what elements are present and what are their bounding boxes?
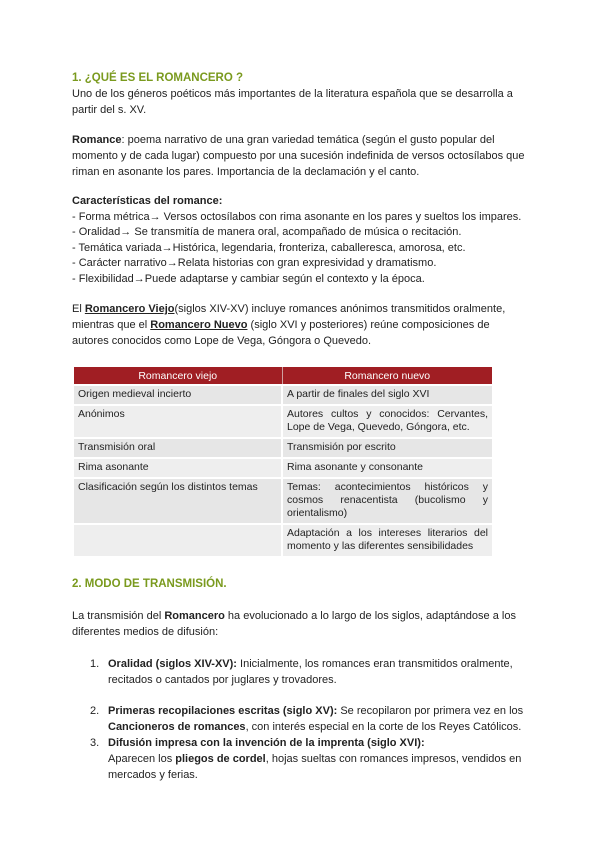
table-cell: Temas: acontecimientos históricos y cosmos renacentista (bucolismo y orientalismo) — [282, 478, 492, 524]
table-header-row — [74, 367, 492, 385]
table-cell: Anónimos — [74, 405, 282, 438]
paragraph-text: ha evolucionado a lo largo de los siglos, adaptándose a los diferentes medios de difusión: — [72, 610, 516, 638]
feature-item: - Temática variada→Histórica, legendaria, fronteriza, caballeresca, amorosa, etc. — [72, 241, 466, 254]
list-item-text: Inicialmente, los romances eran transmitidos oralmente, recitados o cantados por juglares y trovadores. — [108, 658, 513, 686]
list-item — [72, 735, 528, 783]
list-item-text: , con interés especial en la corte de los Reyes Católicos. — [245, 721, 522, 733]
list-item-text: Se recopilaron por primera vez en los — [337, 705, 524, 717]
romance-definition — [72, 132, 528, 180]
section-1-intro: Uno de los géneros poéticos más importantes de la literatura española que se desarrolla a partir del s. XV. — [72, 88, 513, 116]
table-cell: Autores cultos y conocidos: Cervantes, Lope de Vega, Quevedo, Góngora, etc. — [282, 405, 492, 438]
table-cell: Origen medieval incierto — [74, 385, 282, 405]
table-cell: Adaptación a los intereses literarios del momento y las diferentes sensibilidades — [282, 524, 492, 556]
list-item-bold: Cancioneros de romances — [108, 721, 246, 733]
table-cell: Clasificación según los distintos temas — [74, 478, 282, 524]
feature-item: - Oralidad→ Se transmitía de manera oral, acompañado de música o recitación. — [72, 226, 462, 238]
table-row — [74, 478, 492, 524]
romancero-viejo-term: Romancero Viejo — [84, 303, 175, 315]
table-cell: Rima asonante — [74, 458, 282, 478]
paragraph-text: El — [72, 303, 85, 315]
list-item-bold: pliegos de cordel — [175, 753, 266, 765]
list-number: 2. — [90, 705, 100, 717]
table-cell: Rima asonante y consonante — [282, 458, 492, 478]
features-list — [72, 194, 528, 287]
table-row — [74, 524, 492, 556]
paragraph-text: (siglo XVI y posteriores) reúne composiciones de autores conocidos como Lope de Vega, Góngora o Quevedo. — [72, 319, 490, 347]
paragraph-text: La transmisión del — [72, 610, 165, 622]
feature-item: - Carácter narrativo→Relata historias con gran expresividad y dramatismo. — [72, 257, 437, 269]
section-1-heading: 1. ¿QUÉ ES EL ROMANCERO ? — [72, 72, 244, 84]
features-heading: Características del romance: — [72, 195, 223, 207]
table-header-viejo: Romancero viejo — [74, 367, 282, 385]
table-cell: Transmisión oral — [74, 438, 282, 458]
feature-item: - Forma métrica→ Versos octosílabos con rima asonante en los pares y sueltos los impares. — [72, 210, 522, 223]
comparison-table — [74, 367, 492, 556]
list-item-text: Aparecen los — [108, 753, 176, 765]
list-item-text: , hojas sueltas con romances impresos, vendidos en mercados y ferias. — [108, 753, 522, 781]
table-cell: Transmisión por escrito — [282, 438, 492, 458]
list-item-title: Difusión impresa con la invención de la imprenta (siglo XVI): — [108, 737, 425, 749]
table-header-nuevo: Romancero nuevo — [282, 367, 492, 385]
section-2-heading: 2. MODO DE TRANSMISIÓN. — [72, 578, 227, 590]
document-page — [72, 70, 528, 783]
romancero-term: Romancero — [164, 610, 225, 622]
feature-item: - Flexibilidad→Puede adaptarse y cambiar según el contexto y la época. — [72, 272, 425, 285]
table-row — [74, 405, 492, 438]
list-item-title: Primeras recopilaciones escritas (siglo XV): — [108, 705, 338, 717]
table-row — [74, 385, 492, 405]
table-cell-empty — [74, 524, 282, 556]
paragraph-text: (siglos XIV-XV) incluye romances anónimos transmitidos oralmente, mientras que el — [72, 303, 506, 331]
romance-definition-text: : poema narrativo de una gran variedad temática (según el gusto popular del momento y de cada lugar) compuesto por una sucesión indefinida de versos octosílabos que riman en asonante los pares. Importancia de la declamación y el canto. — [72, 134, 525, 178]
table-cell: A partir de finales del siglo XVI — [282, 385, 492, 405]
table-row — [74, 438, 492, 458]
romancero-nuevo-term: Romancero Nuevo — [150, 319, 248, 331]
romancero-comparison-paragraph — [72, 301, 528, 349]
list-item-title: Oralidad (siglos XIV-XV): — [108, 658, 237, 670]
list-number: 1. — [90, 658, 100, 670]
list-number: 3. — [90, 737, 100, 749]
table-row — [74, 458, 492, 478]
section-2-intro — [72, 608, 528, 640]
transmission-list — [72, 656, 528, 783]
list-item — [72, 656, 528, 688]
romance-term: Romance — [72, 134, 122, 146]
list-item — [72, 703, 528, 735]
